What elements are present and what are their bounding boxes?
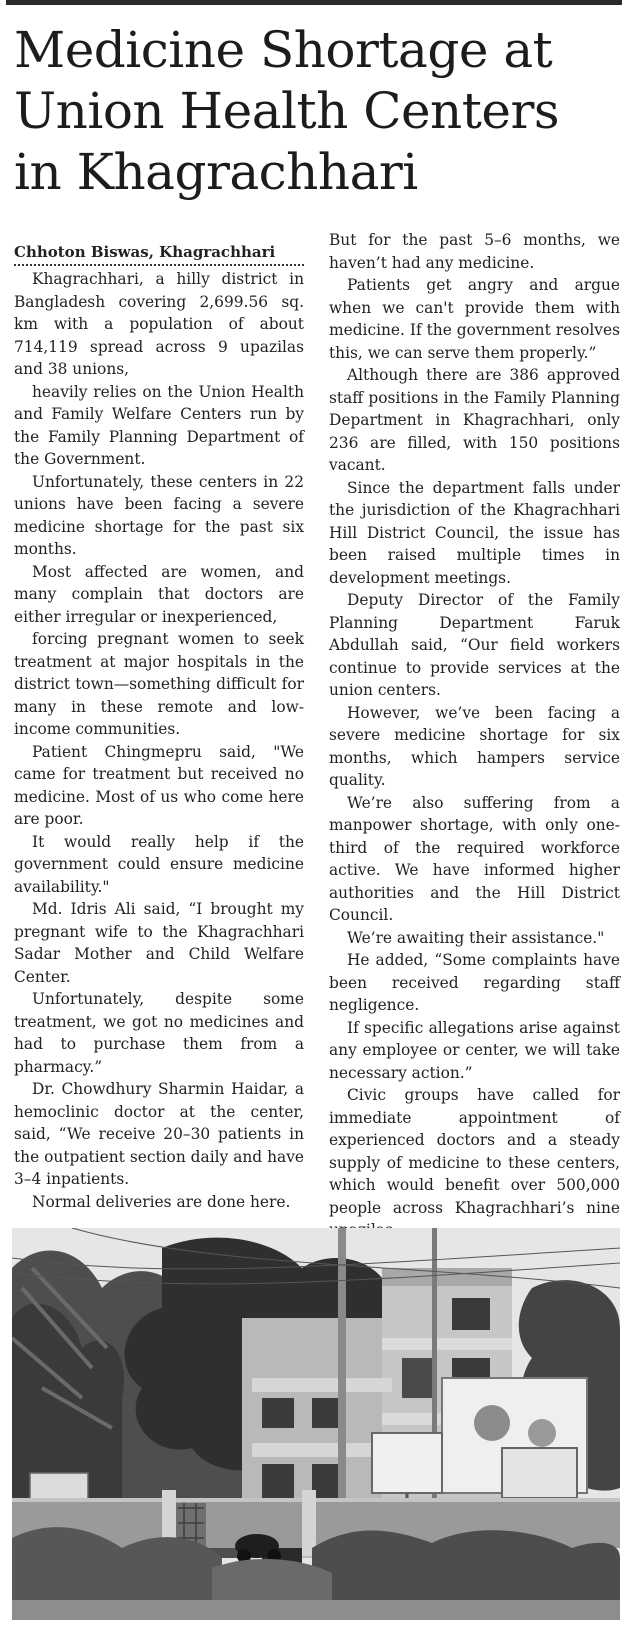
- paragraph: Civic groups have called for immediate appointment of experienced doctors and a steady supply of medicine to these centers, which would benefit over 500,000 people across Khagrachhari’s nine: [329, 1086, 620, 1217]
- paragraph: Khagrachhari, a hilly district in Bangladesh covering 2,699.56 sq. km with a population of about 714,119 spread across 9 upazilas and 38 unions,: [14, 270, 304, 378]
- headline: Medicine Shortage at Union Health Centers in Khagrachhari: [14, 21, 560, 201]
- paragraph: forcing pregnant women to seek treatment at major hospitals in the district town—something difficult for many in these remote and low-income communities.: [14, 630, 304, 738]
- paragraph: We’re awaiting their assistance.": [347, 928, 605, 947]
- paragraph: It would really help if the government could ensure medicine availability.": [14, 832, 304, 896]
- byline: Chhoton Biswas, Khagrachhari: [14, 242, 304, 266]
- paragraph: Patients get angry and argue when we can't provide them with medicine. If the government resolves this, we can serve them properly.”: [329, 276, 620, 362]
- top-rule: [6, 0, 622, 5]
- paragraph: If specific allegations arise against any employee or center, we will take necessary action.”: [329, 1018, 620, 1082]
- paragraph: Normal deliveries are done here.: [32, 1192, 291, 1211]
- paragraph: Patient Chingmepru said, "We came for treatment but received no medicine. Most of us who come here are poor.: [14, 742, 304, 828]
- paragraph: Most affected are women, and many complain that doctors are either irregular or inexperienced,: [14, 562, 304, 626]
- paragraph: Dr. Chowdhury Sharmin Haidar, a hemoclinic doctor at the center, said, “We receive 20–30 patients in the outpatient section daily and have 3–4 inpatients.: [14, 1080, 304, 1188]
- paragraph: He added, “Some complaints have been received regarding staff negligence.: [329, 951, 620, 1014]
- paragraph: However, we’ve been facing a severe medicine shortage for six months, which hampers service quality.: [329, 703, 620, 789]
- health-center-photo: [12, 1228, 620, 1620]
- paragraph: heavily relies on the Union Health and Family Welfare Centers run by the Family Planning Department of the Government.: [14, 382, 304, 468]
- paragraph: Unfortunately, despite some treatment, we got no medicines and had to purchase them from a pharmacy.”: [14, 990, 304, 1076]
- paragraph: Deputy Director of the Family Planning Department Faruk Abdullah said, “Our field workers continue to provide services at the union centers.: [329, 591, 620, 699]
- paragraph: Md. Idris Ali said, “I brought my pregnant wife to the Khagrachhari Sadar Mother and Child Welfare Center.: [14, 900, 304, 986]
- paragraph: But for the past 5–6 months, we haven’t had any medicine.: [329, 231, 620, 272]
- left-column: [14, 242, 304, 1213]
- paragraph: Since the department falls under the jurisdiction of the Khagrachhari Hill District Council, the issue has been raised multiple times in development meetings.: [329, 478, 620, 587]
- paragraph: We’re also suffering from a manpower shortage, with only one-third of the required workforce active. We have informed higher authorities and the Hill District Council.: [329, 793, 620, 924]
- right-column: [329, 229, 620, 1242]
- paragraph: Unfortunately, these centers in 22 unions have been facing a severe medicine shortage for the past six months.: [14, 472, 304, 558]
- paragraph: Although there are 386 approved staff positions in the Family Planning Department in Khagrachhari, only 236 are filled, with 150 positions vacant.: [329, 366, 620, 474]
